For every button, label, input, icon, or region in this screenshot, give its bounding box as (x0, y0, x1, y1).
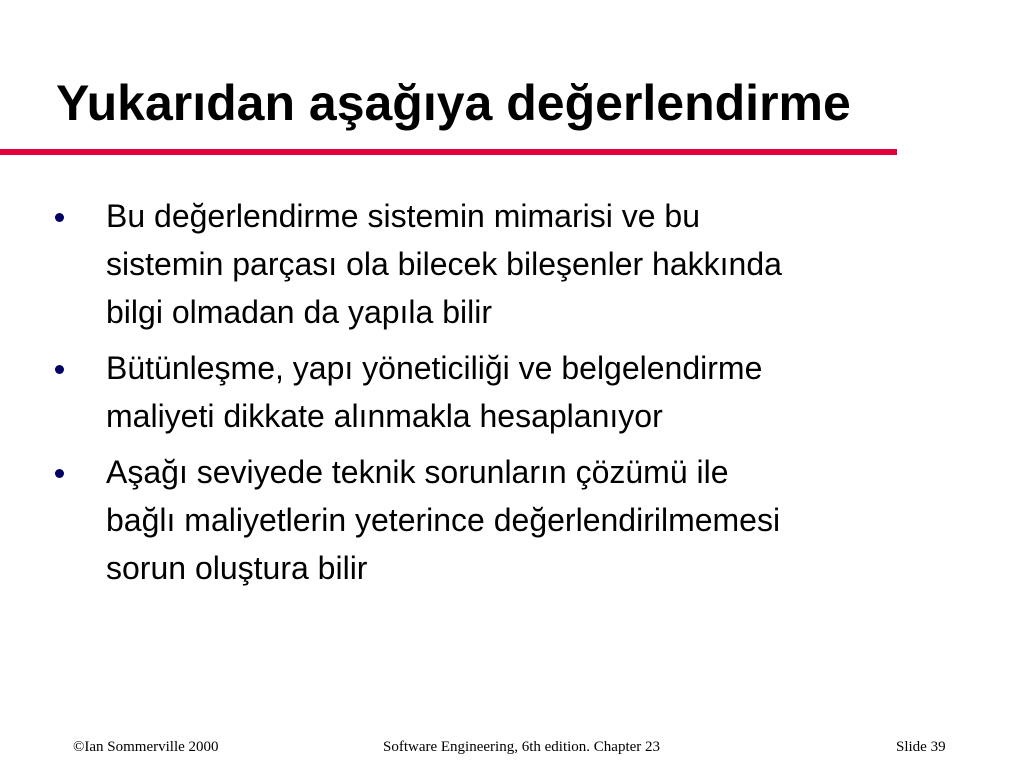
bullet-line: bilgi olmadan da yapıla bilir (106, 294, 492, 330)
bullet-dot-icon (55, 213, 64, 222)
bullet-line: sorun oluştura bilir (106, 550, 368, 586)
bullet-text (106, 448, 976, 592)
bullet-item (0, 192, 1024, 336)
footer-copyright: ©Ian Sommerville 2000 (73, 739, 219, 755)
title-underline (0, 149, 897, 155)
bullet-line: Bu değerlendirme sistemin mimarisi ve bu (106, 198, 700, 234)
bullet-text (106, 192, 976, 336)
bullet-line: sistemin parçası ola bilecek bileşenler hakkında (106, 246, 782, 282)
bullet-list (0, 192, 1024, 600)
bullet-dot-icon (55, 469, 64, 478)
footer-slide-number: Slide 39 (896, 739, 946, 755)
bullet-item (0, 344, 1024, 440)
bullet-item (0, 448, 1024, 592)
slide-title: Yukarıdan aşağıya değerlendirme (56, 75, 851, 131)
bullet-line: bağlı maliyetlerin yeterince değerlendirilmemesi (106, 502, 781, 538)
bullet-line: Aşağı seviyede teknik sorunların çözümü ile (106, 454, 729, 490)
bullet-dot-icon (55, 365, 64, 374)
footer-book-title: Software Engineering, 6th edition. Chapter 23 (383, 739, 661, 755)
bullet-text (106, 344, 976, 440)
bullet-line: Bütünleşme, yapı yöneticiliği ve belgelendirme (106, 350, 763, 386)
bullet-line: maliyeti dikkate alınmakla hesaplanıyor (106, 398, 663, 434)
